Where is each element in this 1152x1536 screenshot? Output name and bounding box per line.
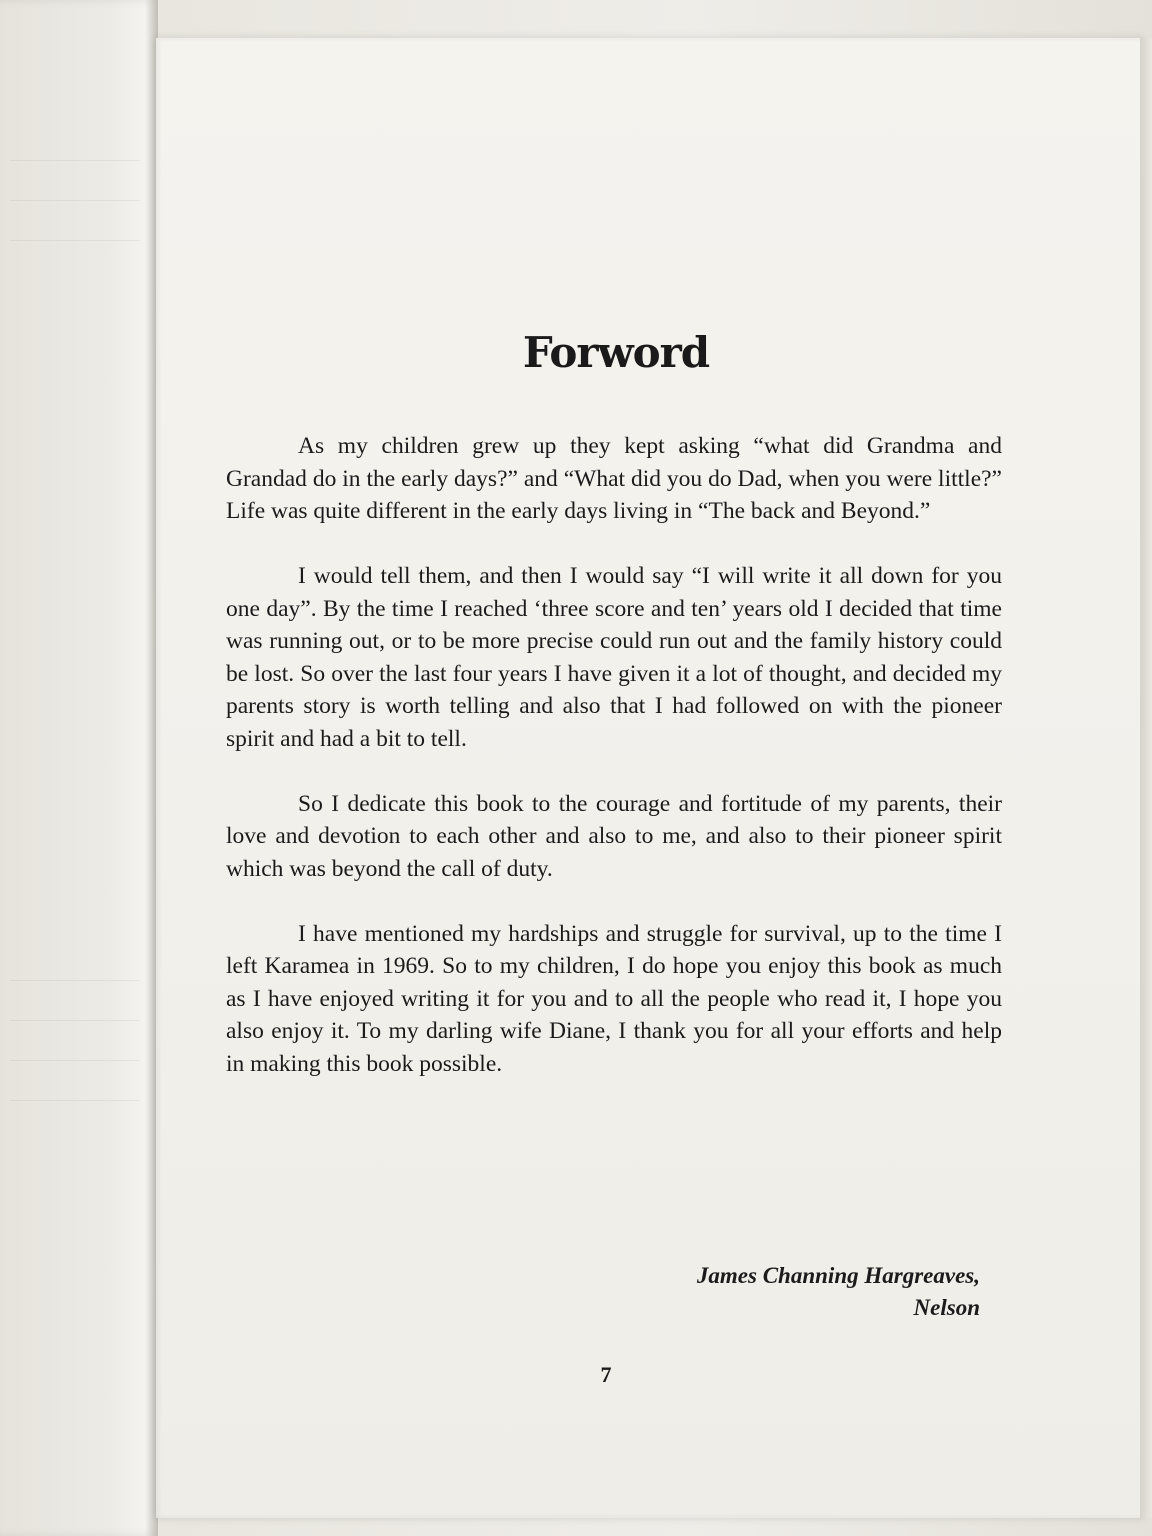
signature-block bbox=[560, 1260, 980, 1324]
page-heading: Forword bbox=[522, 328, 710, 378]
paragraph: I would tell them, and then I would say “I will write it all down for you one day”. By the time I reached ‘three score and ten’ years old I decided that time was running out, or to be more precise could run out and the family history could be lost. So over the last four years I have given it a lot of thought, and decided my parents story is worth telling and also that I had followed on with the pioneer spirit and had a bit to tell. bbox=[226, 563, 1002, 752]
left-page-show-through bbox=[10, 1060, 140, 1061]
page-number: 7 bbox=[600, 1362, 612, 1387]
signature-place: Nelson bbox=[913, 1295, 980, 1320]
reverse-page-show-through-title bbox=[488, 232, 748, 270]
paragraph: So I dedicate this book to the courage and fortitude of my parents, their love and devotion to each other and also to me, and also to their pioneer spirit which was beyond the call of duty. bbox=[226, 790, 1002, 882]
left-page-show-through bbox=[10, 160, 140, 161]
left-page-show-through bbox=[10, 240, 140, 241]
foreword-body bbox=[226, 430, 1002, 1113]
left-page-show-through bbox=[10, 1100, 140, 1101]
paragraph: As my children grew up they kept asking “what did Grandma and Grandad do in the early days?” and “What did you do Dad, when you were little?” Life was quite different in the early days living in “The back and Beyond.” bbox=[226, 433, 1002, 524]
left-page-show-through bbox=[10, 980, 140, 981]
page-edge bbox=[1140, 38, 1152, 1518]
signature-name: James Channing Hargreaves, bbox=[696, 1263, 980, 1288]
left-page-show-through bbox=[10, 1020, 140, 1021]
paragraph: I have mentioned my hardships and struggle for survival, up to the time I left Karamea in 1969. So to my children, I do hope you enjoy this book as much as I have enjoyed writing it for you and to all the people who read it, I hope you also enjoy it. To my darling wife Diane, I thank you for all your efforts and help in making this book possible. bbox=[226, 920, 1002, 1077]
left-page-show-through bbox=[10, 200, 140, 201]
left-facing-page bbox=[0, 0, 158, 1536]
